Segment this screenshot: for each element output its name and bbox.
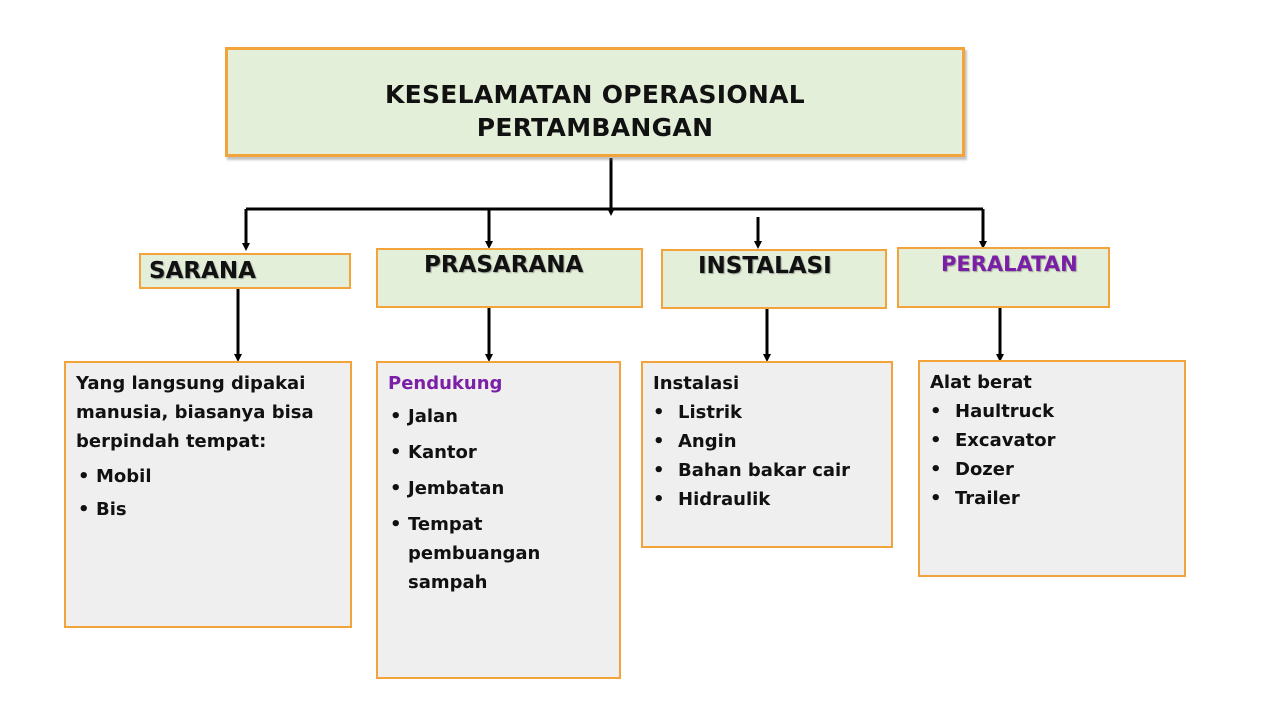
list-item: • Haultruck — [930, 397, 1174, 426]
content-peralatan — [918, 360, 1186, 577]
heading-sarana: SARANA — [139, 253, 351, 289]
title-line-1: KESELAMATAN OPERASIONAL — [384, 80, 806, 109]
content-instalasi — [641, 361, 893, 548]
list-item: • Kantor — [388, 438, 609, 467]
list-item: • Angin — [653, 427, 881, 456]
list-item: • Bis — [76, 493, 340, 526]
title-line-2: PERTAMBANGAN — [476, 113, 714, 142]
list-item: • Mobil — [76, 460, 340, 493]
prasarana-intro: Pendukung — [388, 373, 503, 394]
sarana-intro: Yang langsung dipakai manusia, biasanya bisa berpindah tempat: — [76, 373, 314, 452]
list-item: • Dozer — [930, 455, 1174, 484]
list-item: • Jalan — [388, 402, 609, 431]
list-item: • Trailer — [930, 484, 1174, 513]
list-item: • Excavator — [930, 426, 1174, 455]
list-item: • Tempat pembuangan sampah — [388, 510, 609, 597]
peralatan-list — [930, 397, 1174, 513]
peralatan-intro: Alat berat — [930, 372, 1032, 393]
sarana-list — [76, 460, 340, 526]
prasarana-list — [388, 402, 609, 597]
content-sarana — [64, 361, 352, 628]
heading-instalasi: INSTALASI — [661, 249, 887, 309]
list-item: • Listrik — [653, 398, 881, 427]
heading-prasarana: PRASARANA — [376, 248, 643, 308]
content-prasarana — [376, 361, 621, 679]
instalasi-list — [653, 398, 881, 514]
list-item: • Jembatan — [388, 474, 609, 503]
list-item: • Hidraulik — [653, 485, 881, 514]
instalasi-intro: Instalasi — [653, 373, 740, 394]
title-box — [225, 47, 965, 157]
list-item: • Bahan bakar cair — [653, 456, 881, 485]
heading-peralatan: PERALATAN — [897, 247, 1110, 308]
